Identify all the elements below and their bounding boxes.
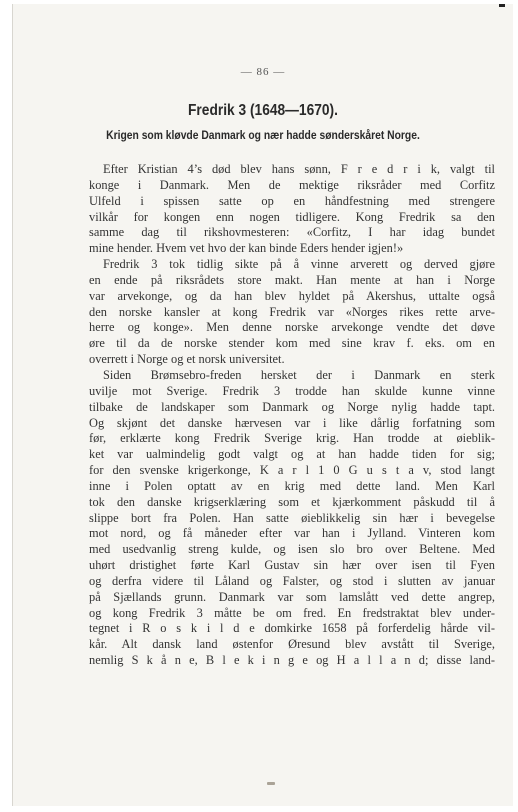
text-line: uhørt dristighet førte Karl Gustav sin hær over isen til Fyen bbox=[89, 558, 495, 573]
text-line: øre til da de norske stender kom med sine krav f. eks. om en bbox=[89, 336, 495, 351]
text-line: konge i Danmark. Men de mektige riksråder med Corfitz bbox=[89, 177, 495, 192]
text-line: og derfra videre til Låland og Falster, og stod i slutten av januar bbox=[89, 573, 495, 588]
text-line: en ende på riksrådets store makt. Han mente at han i Norge bbox=[89, 272, 495, 287]
text-line: for den svenske krigerkonge, K a r l 1 0 G u s t a v, stod langt bbox=[89, 463, 495, 478]
text-line: herre og konge». Men denne norske arvekonge vendte det døve bbox=[89, 320, 495, 335]
text-line: den norske kansler at kong Fredrik var «Norges rikes rette arve- bbox=[89, 304, 495, 319]
text-line: tok den danske krigserklæring som et kjærkomment påskudd til å bbox=[89, 494, 495, 509]
chapter-title: Fredrik 3 (1648—1670). bbox=[188, 102, 338, 119]
text-line: Ulfeld i spissen satte op en håndfestning med strengere bbox=[89, 193, 495, 208]
text-line: ket var ualmindelig godt valgt og at han hadde tiden for sig; bbox=[89, 447, 495, 462]
book-page bbox=[12, 4, 513, 806]
text-line: tegnet i R o s k i l d e domkirke 1658 på forferdelig hårde vil- bbox=[89, 621, 495, 636]
chapter-subtitle: Krigen som kløvde Danmark og nær hadde sønderskåret Norge. bbox=[106, 128, 420, 142]
text-line: overrett i Norge og et norsk universitet. bbox=[89, 352, 285, 367]
text-line: nemlig S k å n e, B l e k i n g e og H a l l a n d; disse land- bbox=[89, 653, 495, 668]
text-line: på Sjællands grunn. Danmark var som lamslått ved dette angrep, bbox=[89, 589, 495, 604]
text-line: med usedvanlig streng kulde, og isen slo bro over Beltene. Med bbox=[89, 542, 495, 557]
body-text bbox=[89, 162, 495, 669]
text-line: mine hender. Hvem vet hvo der kan binde Eders hender igjen!» bbox=[89, 241, 404, 256]
text-line: Og skjønt det danske hærvesen var i like dårlig forfatning som bbox=[89, 415, 495, 430]
corner-mark bbox=[499, 4, 505, 7]
text-line: og kong Fredrik 3 måtte be om fred. En fredstraktat blev under- bbox=[89, 605, 495, 620]
text-line: inne i Polen optatt av en krig med dette land. Men Karl bbox=[89, 478, 495, 493]
text-line: Efter Kristian 4’s død blev hans sønn, F r e d r i k, valgt til bbox=[103, 162, 495, 176]
text-line: vilkår for kongen enn nogen tidligere. Kong Fredrik sa den bbox=[89, 209, 495, 224]
text-line: Siden Brømsebro-freden hersket der i Danmark en sterk bbox=[103, 367, 495, 382]
text-line: kår. Alt dansk land østenfor Øresund blev avstått til Sverige, bbox=[89, 637, 495, 652]
text-line: mot nord, og få måneder efter var han i Jylland. Vinteren kom bbox=[89, 526, 495, 541]
text-line: var arvekonge, og da han blev hyldet på Akershus, uttalte også bbox=[89, 288, 495, 303]
page-smudge bbox=[267, 782, 275, 785]
text-line: før, erklærte kong Fredrik Sverige krig. Han trodde at øieblik- bbox=[89, 431, 495, 446]
page-number: — 86 — bbox=[240, 66, 286, 78]
text-line: Fredrik 3 tok tidlig sikte på å vinne arverett og derved gjøre bbox=[103, 257, 495, 272]
text-line: samme dag til rikshovmesteren: «Corfitz, I har idag bundet bbox=[89, 225, 495, 240]
text-line: tilbake de landskaper som Danmark og Norge nylig hadde tapt. bbox=[89, 399, 495, 414]
text-line: uvilje mot Sverige. Fredrik 3 trodde han skulde kunne vinne bbox=[89, 383, 495, 398]
text-line: slippe bort fra Polen. Han satte øieblikkelig sin hær i bevegelse bbox=[89, 510, 495, 525]
